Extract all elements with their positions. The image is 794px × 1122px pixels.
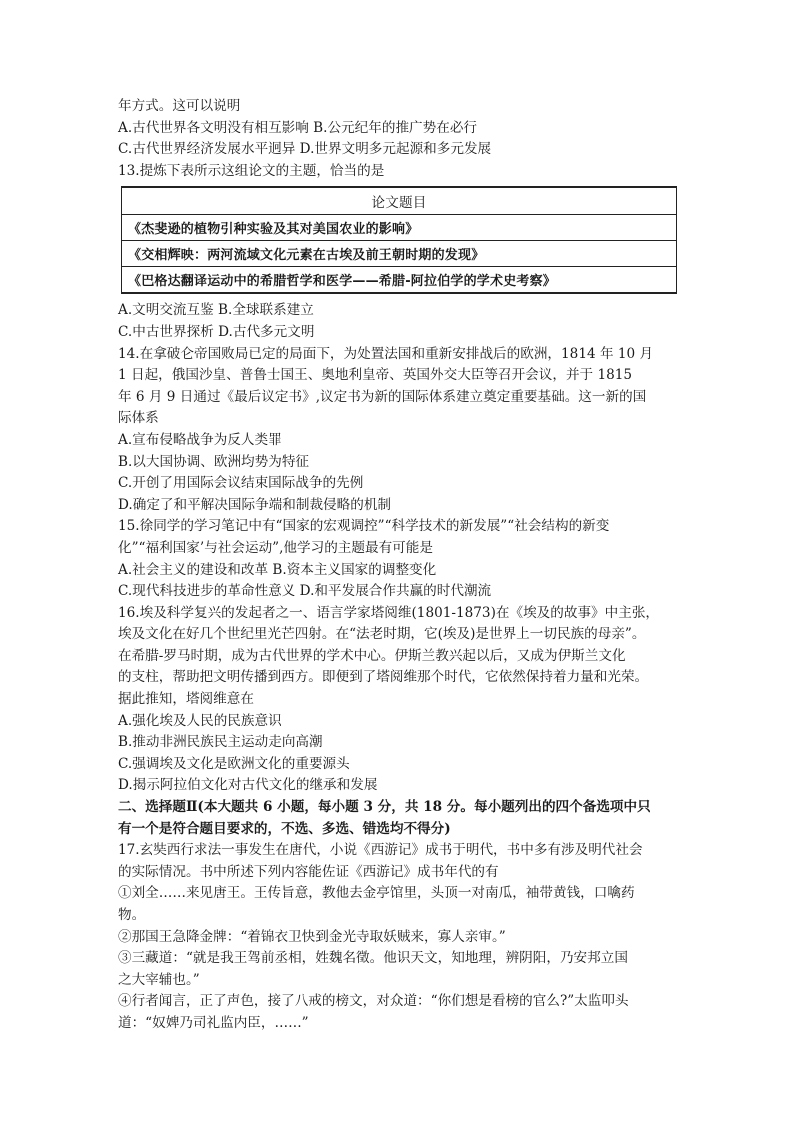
question-14 [118,344,680,517]
question-stem: 13.提炼下表所示这组论文的主题，恰当的是 [118,162,385,179]
item-1: ①刘全……来见唐王。王传旨意，教他去金亭馆里，头顶一对南瓜，袖带黄钱，口噙药 [118,885,635,902]
item-3: ③三藏道：“就是我王驾前丞相，姓魏名徵。他识天文，知地理，辨阴阳，乃安邦立国 [118,950,628,967]
question-stem: 15.徐同学的学习笔记中有“国家的宏观调控”“科学技术的新发展”“社会结构的新变 [118,518,610,535]
option-d: D.确定了和平解决国际争端和制裁侵略的机制 [118,496,392,513]
option-c: C.强调埃及文化是欧洲文化的重要源头 [118,755,350,772]
question-stem: 年方式。这可以说明 [118,98,241,114]
question-stem: 的实际情况。书中所述下列内容能佐证《西游记》成书年代的有 [118,863,499,880]
question-15 [118,516,680,602]
question-stem: 埃及文化在好几个世纪里光芒四射。在“法老时期，它(埃及)是世界上一切民族的母亲”。 [118,626,646,643]
options-a-b: A.文明交流互鉴 B.全球联系建立 [118,302,314,319]
table-row: 《杰斐逊的植物引种实验及其对美国农业的影响》 [122,215,677,241]
options-a-b: A.古代世界各文明没有相互影响 B.公元纪年的推广势在必行 [118,119,478,136]
question-16 [118,603,680,797]
option-b: B.推动非洲民族民主运动走向高潮 [118,734,323,751]
options-c-d: C.现代科技进步的革命性意义 D.和平发展合作共赢的时代潮流 [118,583,492,600]
item-3-continued: 之大宰辅也。” [118,971,200,988]
question-stem: 在希腊-罗马时期，成为古代世界的学术中心。伊斯兰教兴起以后，又成为伊斯兰文化 [118,647,626,664]
table-header: 论文题目 [122,187,677,215]
question-12-tail [118,96,680,161]
exam-page [118,96,680,1035]
table-row: 《交相辉映：两河流域文化元素在古埃及前王朝时期的发现》 [122,241,677,267]
table-row: 《巴格达翻译运动中的希腊哲学和医学——希腊-阿拉伯学的学术史考察》 [122,267,677,294]
option-a: A.宣布侵略战争为反人类罪 [118,431,282,448]
question-13 [118,161,680,344]
question-17 [118,840,680,1034]
options-a-b: A.社会主义的建设和改革 B.资本主义国家的调整变化 [118,561,437,578]
question-stem: 年 6 月 9 日通过《最后议定书》,议定书为新的国际体系建立奠定重要基础。这一新的国 [118,388,647,405]
section-heading-line: 二、选择题Ⅱ(本大题共 6 小题，每小题 3 分，共 18 分。每小题列出的四个备选项中只 [118,799,651,816]
question-stem: 化”“福利国家’与社会运动”,他学习的主题最有可能是 [118,539,433,556]
question-stem: 际体系 [118,410,159,427]
question-stem: 据此推知，塔阅维意在 [118,691,254,708]
item-4: ④行者闻言，正了声色，接了八戒的榜文，对众道：“你们想是看榜的官么?”太监叩头 [118,993,629,1010]
paper-title-table [121,186,677,294]
question-stem: 的支柱，帮助把文明传播到西方。即便到了塔阅维那个时代，它依然保持着力量和光荣。 [118,669,649,686]
question-stem: 1 日起，俄国沙皇、普鲁士国王、奥地利皇帝、英国外交大臣等召开会议，并于 1815 [118,367,633,384]
question-stem: 17.玄奘西行求法一事发生在唐代，小说《西游记》成书于明代，书中多有涉及明代社会 [118,842,643,859]
item-4-continued: 道：“奴婢乃司礼监内臣，……” [118,1014,309,1031]
question-stem: 16.埃及科学复兴的发起者之一、语言学家塔阅维(1801-1873)在《埃及的故事》中主张， [118,604,660,621]
section-heading-line: 有一个是符合题目要求的，不选、多选、错选均不得分) [118,820,451,837]
section-heading [118,797,680,840]
item-2: ②那国王急降金牌：“着锦衣卫快到金光寺取妖贼来，寡人亲审。” [118,928,506,945]
option-c: C.开创了用国际会议结束国际战争的先例 [118,475,364,492]
option-d: D.揭示阿拉伯文化对古代文化的继承和发展 [118,777,378,794]
item-1-continued: 物。 [118,907,146,923]
option-b: B.以大国协调、欧洲均势为特征 [118,453,310,470]
options-c-d: C.中古世界探析 D.古代多元文明 [118,323,315,340]
question-stem: 14.在拿破仑帝国败局已定的局面下，为处置法国和重新安排战后的欧洲，1814 年 10 月 [118,345,654,362]
options-c-d: C.古代世界经济发展水平迥异 D.世界文明多元起源和多元发展 [118,141,492,158]
option-a: A.强化埃及人民的民族意识 [118,712,282,729]
